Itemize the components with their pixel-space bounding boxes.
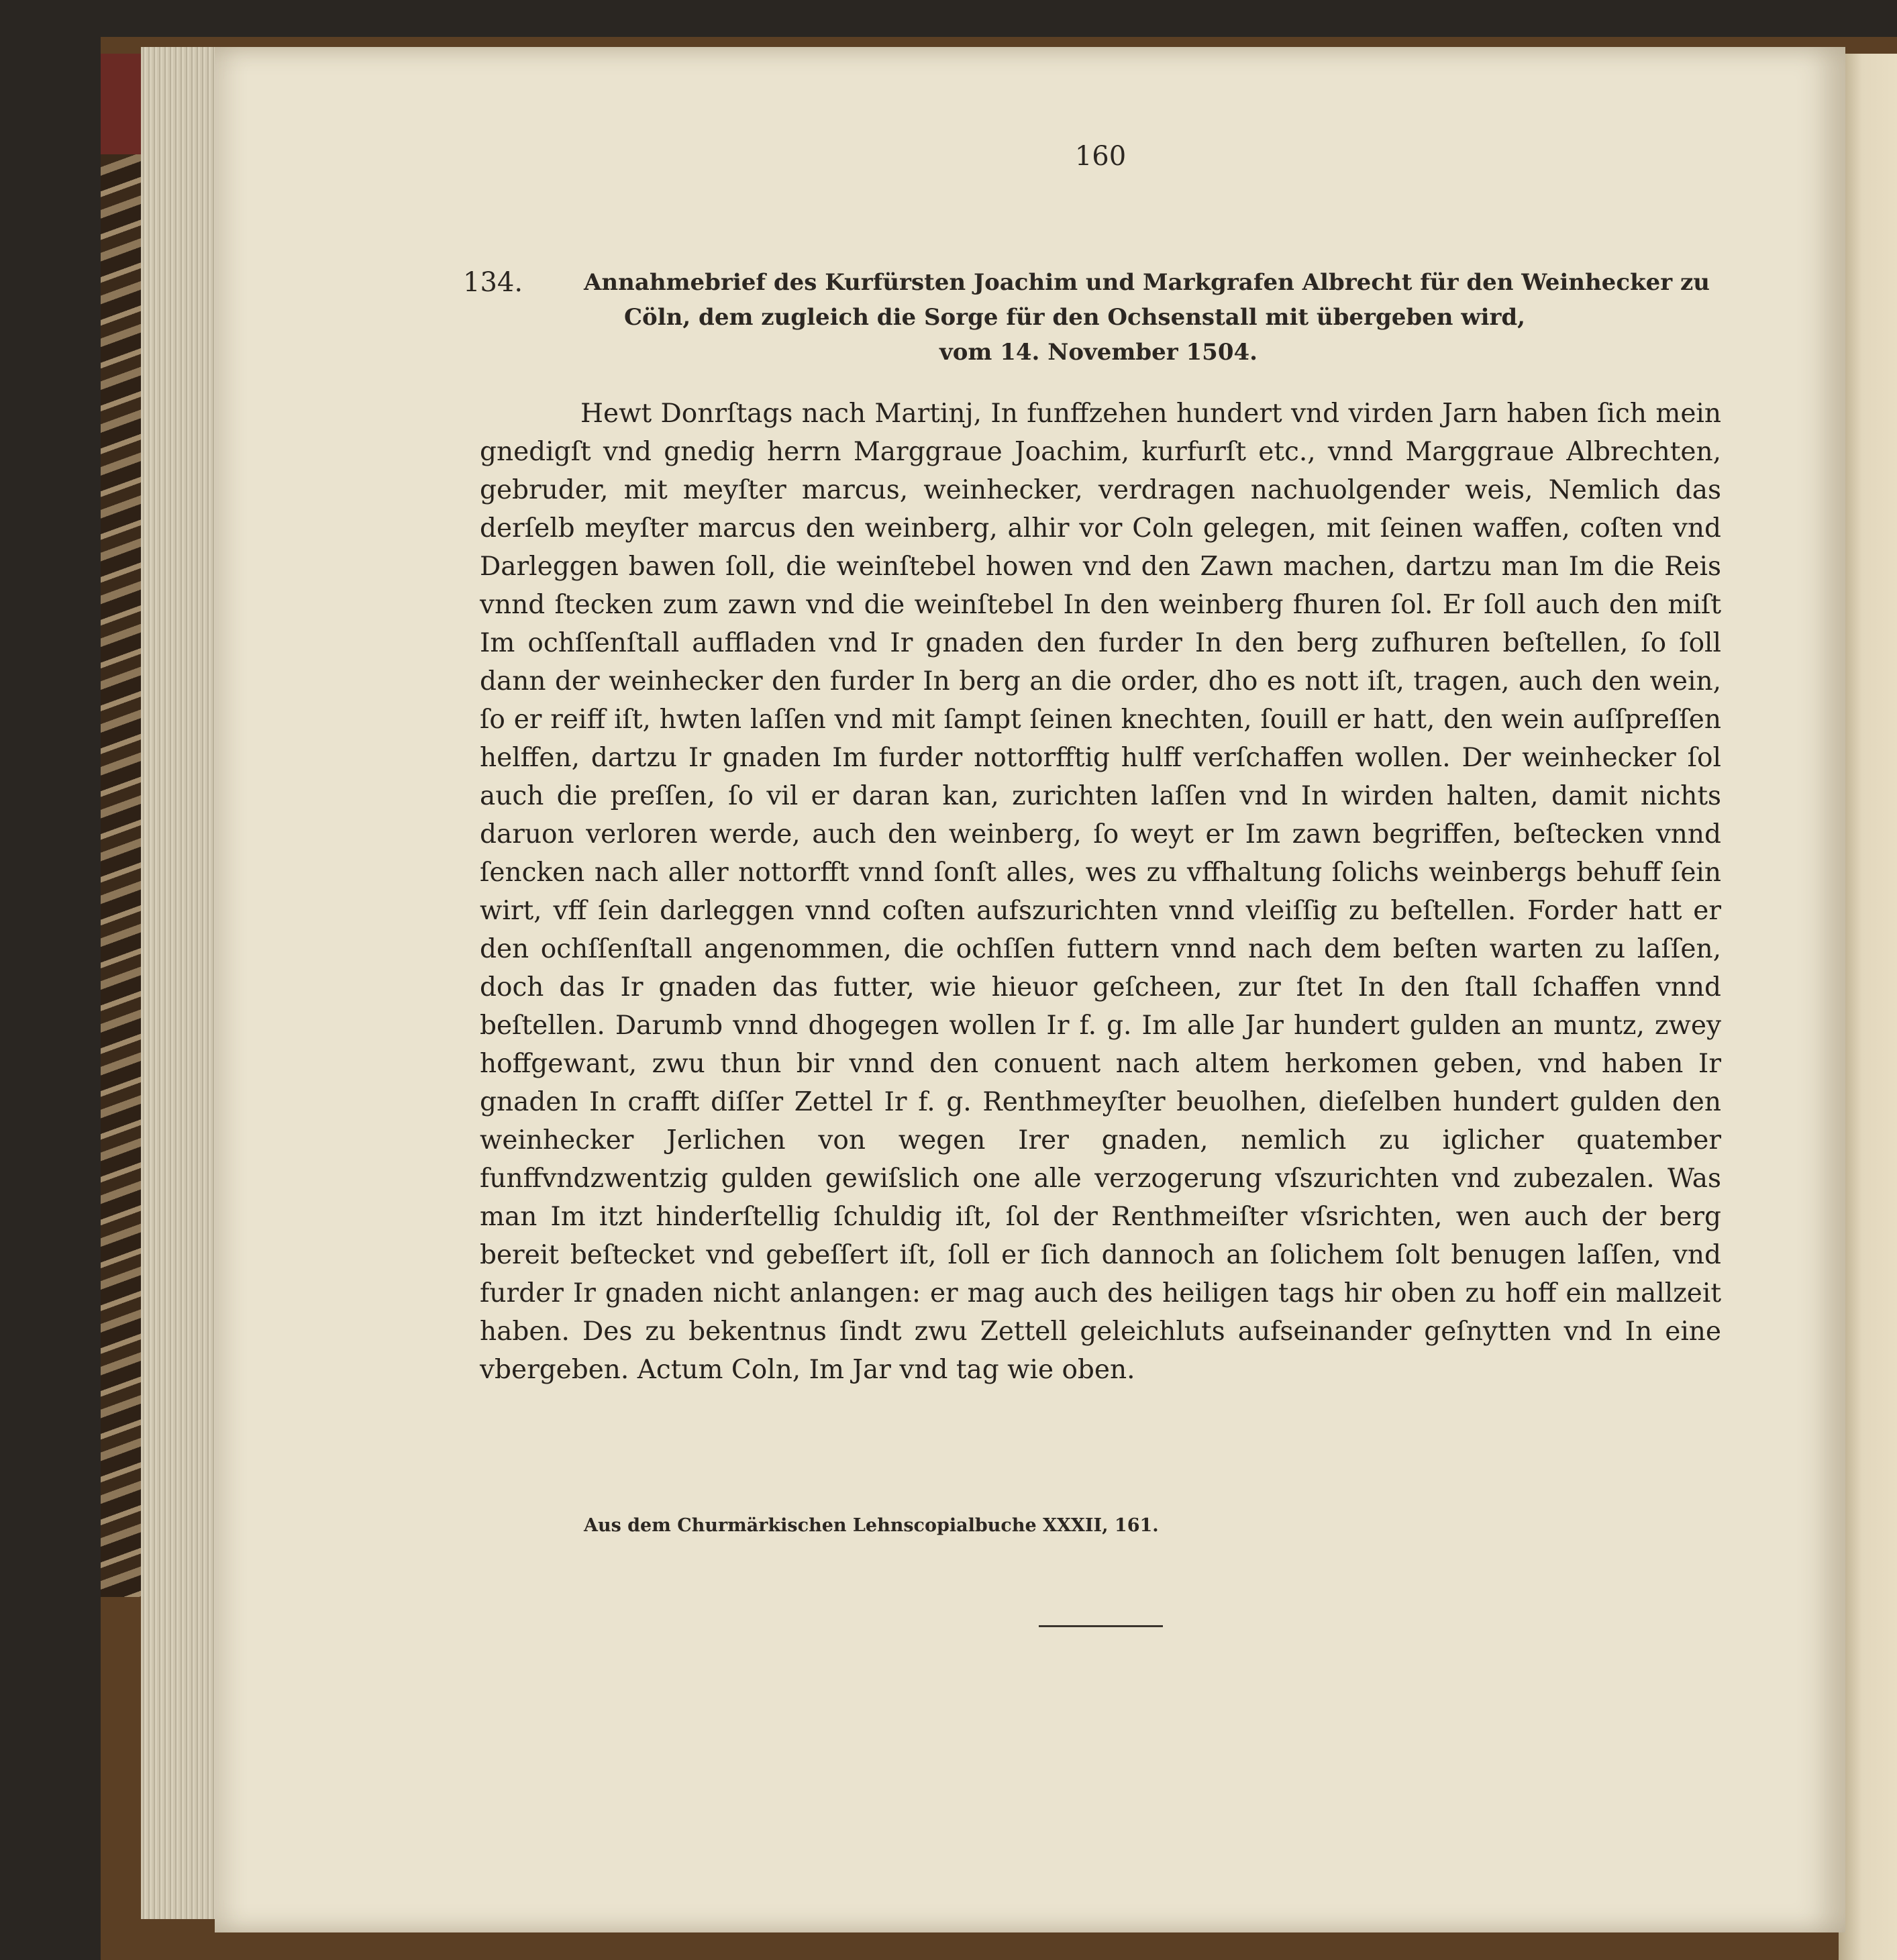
facing-page-edge — [1839, 54, 1897, 1960]
heading-line-2: Cöln, dem zugleich die Sorge für den Ochsenstall mit übergeben wird, — [624, 304, 1526, 331]
cover-spine-label — [101, 54, 141, 154]
marbled-cover-edge — [101, 154, 141, 1597]
heading-line-3: vom 14. November 1504. — [939, 339, 1258, 366]
closing-rule — [1039, 1625, 1163, 1627]
source-citation: Aus dem Churmärkischen Lehnscopialbuche XXXII, 161. — [584, 1515, 1159, 1536]
document-heading — [463, 265, 1718, 370]
body-paragraph: Hewt Donrſtags nach Martinj, In funffzehen hundert vnd virden Jarn haben ſich mein gnedigſt vnd gnedig herrn Marggraue Joachim, kurfurſt etc., vnnd Marggraue Albrechten, gebruder, mit meyſter marcus, weinhecker, verdragen nachuolgender weis, Nemlich das derſelb meyſter marcus den weinberg, alhir vor Coln gelegen, mit ſeinen waffen, coſten vnd Darleggen bawen ſoll, die weinſtebel howen vnd den Zawn machen, dartzu man Im die Reis vnnd ſtecken zum zawn vnd die weinſtebel In den weinberg fhuren ſol. Er ſoll auch den miſt Im ochſſenſtall auffladen vnd Ir gnaden den furder In den berg zufhuren beſtellen, ſo ſoll dann der weinhecker den furder In berg an die order, dho es nott iſt, tragen, auch den wein, ſo er reiff iſt, hwten laſſen vnd mit ſampt ſeinen knechten, ſouill er hatt, den wein auſſpreſſen helffen, dartzu Ir gnaden Im furder nottorfftig hulff verſchaffen wollen. Der weinhecker ſol auch die preſſen, ſo vil er daran kan, zurichten laſſen vnd In wirden halten, damit nichts daruon verloren werde, auch den weinberg, ſo weyt er Im zawn begriffen, beſtecken vnnd ſencken nach aller nottorfft vnnd ſonſt alles, wes zu vffhaltung ſolichs weinbergs behuff ſein wirt, vff ſein darleggen vnnd coſten aufszurichten vnnd vleiſſig zu beſtellen. Forder hatt er den ochſſenſtall angenommen, die ochſſen futtern vnnd nach dem beſten warten zu laſſen, doch das Ir gnaden das futter, wie hieuor geſcheen, zur ſtet In den ſtall ſchaffen vnnd beſtellen. Darumb vnnd dhogegen wollen Ir f. g. Im alle Jar hundert gulden an muntz, zwey hoffgewant, zwu thun bir vnnd den conuent nach altem herkomen geben, vnd haben Ir gnaden In crafft diſſer Zettel Ir f. g. Renthmeyſter beuolhen, dieſelben hundert gulden den weinhecker Jerlichen von wegen Irer gnaden, nemlich zu iglicher quatember funffvndzwentzig gulden gewiſslich one alle verzogerung vſszurichten vnd zubezalen. Was man Im itzt hinderſtellig ſchuldig iſt, ſol der Renthmeiſter vſsrichten, wen auch der berg bereit beſtecket vnd gebeſſert iſt, ſoll er ſich dannoch an ſolichem ſolt benugen laſſen, vnd furder Ir gnaden nicht anlangen: er mag auch des heiligen tags hir oben zu hoff ein mallzeit haben. Des zu bekentnus ſindt zwu Zettell geleichluts aufseinander geſnytten vnd In eine vbergeben. Actum Coln, Im Jar vnd tag wie oben. — [480, 399, 1721, 1385]
entry-number: 134. — [463, 267, 523, 298]
document-body — [480, 395, 1721, 1389]
heading-line-1: Annahmebrief des Kurfürsten Joachim und Markgrafen Albrecht für den Weinhecker zu — [584, 269, 1710, 296]
page-number: 160 — [1074, 141, 1127, 172]
